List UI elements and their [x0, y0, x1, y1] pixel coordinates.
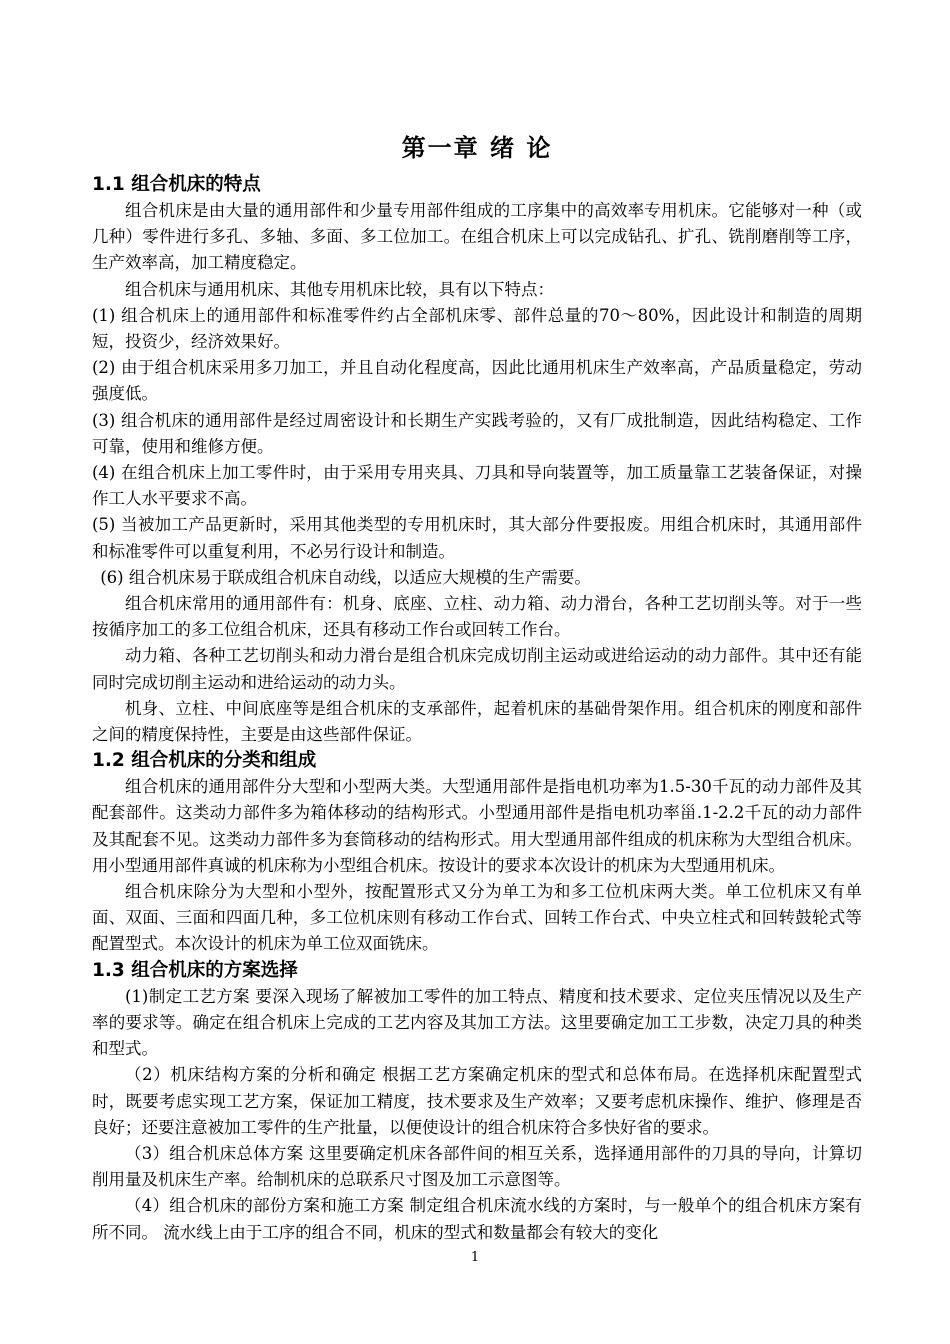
chapter-title: 第一章 绪 论 [401, 134, 553, 162]
paragraph: (1)制定工艺方案 要深入现场了解被加工零件的加工特点、精度和技术要求、定位夹压情况以及生产率的要求等。确定在组合机床上完成的工艺内容及其加工方法。这里要确定加工工步数，决定刀具的种类和型式。 [92, 986, 862, 1059]
paragraph: （3）组合机床总体方案 这里要确定机床各部件间的相互关系，选择通用部件的刀具的导向，计算切削用量及机床生产率。给制机床的总联系尺寸图及加工示意图等。 [92, 1143, 862, 1190]
paragraph: 组合机床的通用部件分大型和小型两大类。大型通用部件是指电机功率为1.5-30千瓦的动力部件及其配套部件。这类动力部件多为箱体移动的结构形式。小型通用部件是指电机功率甾.1-2.2千瓦的动力部件及其配套不见。这类动力部件多为套筒移动的结构形式。用大型通用部件组成的机床称为大型组合机床。用小型通用部件真诚的机床称为小型组合机床。按设计的要求本次设计的机床为大型通用机床。 [92, 777, 862, 875]
list-item: (3) 组合机床的通用部件是经过周密设计和长期生产实践考验的，又有厂成批制造，因此结构稳定、工作可靠，使用和维修方便。 [92, 410, 862, 456]
section-3-title: 1.3 组合机床的方案选择 [92, 959, 298, 981]
section-1-title: 1.1 组合机床的特点 [92, 174, 261, 195]
document-page [92, 128, 862, 1246]
list-item: (1) 组合机床上的通用部件和标准零件约占全部机床零、部件总量的70～80%，因此设计和制造的周期短，投资少，经济效果好。 [92, 305, 862, 352]
paragraph: 动力箱、各种工艺切削头和动力滑台是组合机床完成切削主运动或进给运动的动力部件。其中还有能同时完成切削主运动和进给运动的动力头。 [92, 646, 862, 692]
paragraph: （4）组合机床的部份方案和施工方案 制定组合机床流水线的方案时，与一般单个的组合机床方案有所不同。 流水线上由于工序的组合不同，机床的型式和数量都会有较大的变化 [92, 1196, 862, 1242]
paragraph: 组合机床除分为大型和小型外，按配置形式又分为单工为和多工位机床两大类。单工位机床又有单面、双面、三面和四面几种，多工位机床则有移动工作台式、回转工作台式、中央立柱式和回转鼓轮式等配置型式。本次设计的机床为单工位双面铣床。 [92, 882, 862, 954]
paragraph: （2）机床结构方案的分析和确定 根据工艺方案确定机床的型式和总体布局。在选择机床配置型式时，既要考虑实现工艺方案，保证加工精度，技术要求及生产效率；又要考虑机床操作、维护、修理是否良好；还要注意被加工零件的生产批量，以便使设计的组合机床符合多快好省的要求。 [92, 1065, 862, 1137]
paragraph: 机身、立柱、中间底座等是组合机床的支承部件，起着机床的基础骨架作用。组合机床的刚度和部件之间的精度保持性，主要是由这些部件保证。 [92, 698, 862, 745]
page-number: 1 [470, 1250, 480, 1265]
section-2-title: 1.2 组合机床的分类和组成 [92, 750, 317, 772]
list-item: (4) 在组合机床上加工零件时，由于采用专用夹具、刀具和导向装置等，加工质量靠工艺装备保证，对操作工人水平要求不高。 [92, 463, 862, 509]
paragraph: 组合机床是由大量的通用部件和少量专用部件组成的工序集中的高效率专用机床。它能够对一种（或几种）零件进行多孔、多轴、多面、多工位加工。在组合机床上可以完成钻孔、扩孔、铣削磨削等工序，生产效率高，加工精度稳定。 [92, 201, 862, 273]
paragraph: 组合机床与通用机床、其他专用机床比较，具有以下特点： [125, 279, 554, 299]
paragraph: 组合机床常用的通用部件有：机身、底座、立柱、动力箱、动力滑台，各种工艺切削头等。对于一些按循序加工的多工位组合机床，还具有移动工作台或回转工作台。 [92, 594, 862, 640]
list-item: (5) 当被加工产品更新时，采用其他类型的专用机床时，其大部分件要报废。用组合机床时，其通用部件和标准零件可以重复利用，不必另行设计和制造。 [92, 515, 862, 561]
list-item: (6) 组合机床易于联成组合机床自动线，以适应大规模的生产需要。 [100, 567, 591, 587]
list-item: (2) 由于组合机床采用多刀加工，并且自动化程度高，因此比通用机床生产效率高，产品质量稳定，劳动强度低。 [92, 358, 862, 404]
